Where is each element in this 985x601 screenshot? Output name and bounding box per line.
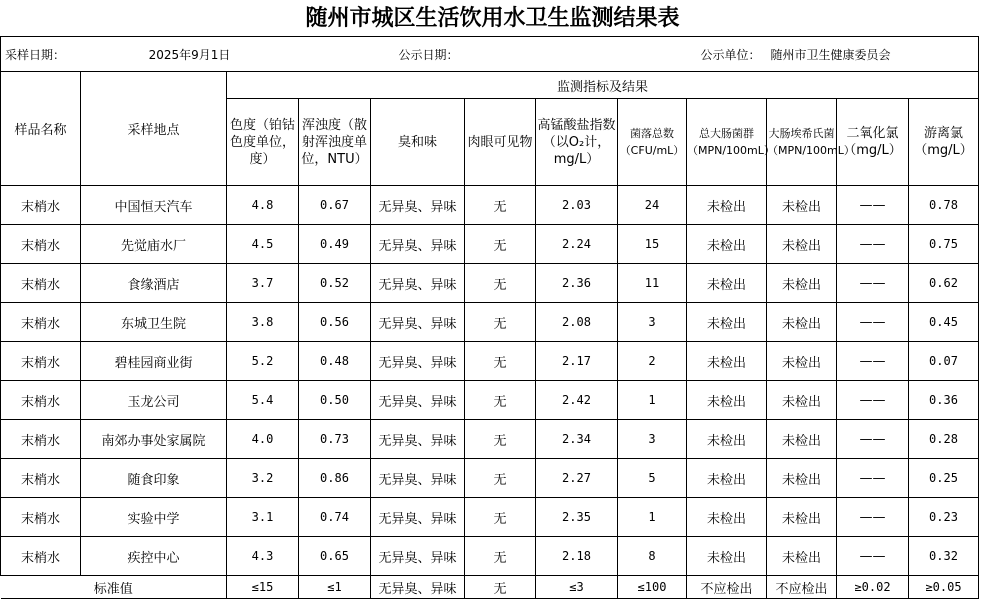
standard-ecoli: 不应检出 [767,576,837,599]
odor-cell: 无异臭、异味 [371,186,465,225]
colony-cell: 11 [618,264,687,303]
colony-cell: 2 [618,342,687,381]
standard-clo2: ≥0.02 [837,576,909,599]
table-row [1,537,979,576]
colony-cell: 15 [618,225,687,264]
color-cell: 5.2 [227,342,299,381]
sample-name-cell: 末梢水 [1,498,81,537]
clo2-cell: —— [837,225,909,264]
ecoli-cell: 未检出 [767,537,837,576]
cod-cell: 2.35 [536,498,618,537]
table-row [1,498,979,537]
odor-cell: 无异臭、异味 [371,342,465,381]
odor-cell: 无异臭、异味 [371,459,465,498]
clo2-cell: —— [837,537,909,576]
location-cell: 食缘酒店 [81,264,227,303]
coliform-cell: 未检出 [687,264,767,303]
ecoli-cell: 未检出 [767,420,837,459]
visible-cell: 无 [465,303,536,342]
visible-cell: 无 [465,420,536,459]
cod-cell: 2.03 [536,186,618,225]
results-table [0,36,979,599]
header-visible: 肉眼可见物 [465,99,536,186]
turbidity-cell: 0.56 [299,303,371,342]
coliform-cell: 未检出 [687,537,767,576]
visible-cell: 无 [465,342,536,381]
clo2-cell: —— [837,498,909,537]
header-cod: 高锰酸盐指数（以O₂计，mg/L） [536,99,618,186]
clo2-cell: —— [837,264,909,303]
colony-cell: 5 [618,459,687,498]
coliform-cell: 未检出 [687,498,767,537]
table-row [1,420,979,459]
free-chlorine-cell: 0.36 [909,381,979,420]
sample-name-cell: 末梢水 [1,225,81,264]
coliform-cell: 未检出 [687,459,767,498]
colony-cell: 1 [618,381,687,420]
turbidity-cell: 0.50 [299,381,371,420]
sample-name-cell: 末梢水 [1,420,81,459]
location-cell: 中国恒天汽车 [81,186,227,225]
table-row [1,381,979,420]
sample-name-cell: 末梢水 [1,264,81,303]
header-sample-name: 样品名称 [1,72,81,186]
free-chlorine-cell: 0.62 [909,264,979,303]
color-cell: 4.0 [227,420,299,459]
standard-odor: 无异臭、异味 [371,576,465,599]
publisher-value: 随州市卫生健康委员会 [767,37,979,72]
table-row [1,342,979,381]
odor-cell: 无异臭、异味 [371,498,465,537]
colony-cell: 3 [618,420,687,459]
standard-label: 标准值 [1,576,227,599]
odor-cell: 无异臭、异味 [371,303,465,342]
ecoli-cell: 未检出 [767,303,837,342]
turbidity-cell: 0.49 [299,225,371,264]
clo2-cell: —— [837,342,909,381]
turbidity-cell: 0.73 [299,420,371,459]
ecoli-cell: 未检出 [767,342,837,381]
standard-color: ≤15 [227,576,299,599]
free-chlorine-cell: 0.07 [909,342,979,381]
visible-cell: 无 [465,537,536,576]
free-chlorine-cell: 0.28 [909,420,979,459]
colony-cell: 1 [618,498,687,537]
standard-coliform: 不应检出 [687,576,767,599]
standard-visible: 无 [465,576,536,599]
location-cell: 先觉庙水厂 [81,225,227,264]
free-chlorine-cell: 0.45 [909,303,979,342]
visible-cell: 无 [465,225,536,264]
free-chlorine-cell: 0.23 [909,498,979,537]
ecoli-cell: 未检出 [767,459,837,498]
cod-cell: 2.17 [536,342,618,381]
turbidity-cell: 0.67 [299,186,371,225]
header-coliform: 总大肠菌群（MPN/100mL） [687,99,767,186]
header-ecoli: 大肠埃希氏菌（MPN/100mL） [767,99,837,186]
header-free-chlorine: 游离氯（mg/L） [909,99,979,186]
color-cell: 4.8 [227,186,299,225]
cod-cell: 2.24 [536,225,618,264]
odor-cell: 无异臭、异味 [371,537,465,576]
location-cell: 东城卫生院 [81,303,227,342]
location-cell: 玉龙公司 [81,381,227,420]
ecoli-cell: 未检出 [767,186,837,225]
header-colony: 菌落总数（CFU/mL） [618,99,687,186]
publish-date-value [465,37,687,72]
cod-cell: 2.18 [536,537,618,576]
location-cell: 随食印象 [81,459,227,498]
colony-cell: 8 [618,537,687,576]
standard-cod: ≤3 [536,576,618,599]
colony-cell: 24 [618,186,687,225]
sample-name-cell: 末梢水 [1,342,81,381]
header-location: 采样地点 [81,72,227,186]
cod-cell: 2.36 [536,264,618,303]
visible-cell: 无 [465,264,536,303]
colony-cell: 3 [618,303,687,342]
location-cell: 碧桂园商业街 [81,342,227,381]
ecoli-cell: 未检出 [767,498,837,537]
table-row [1,225,979,264]
location-cell: 实验中学 [81,498,227,537]
table-row [1,303,979,342]
coliform-cell: 未检出 [687,420,767,459]
standard-colony: ≤100 [618,576,687,599]
free-chlorine-cell: 0.32 [909,537,979,576]
turbidity-cell: 0.86 [299,459,371,498]
free-chlorine-cell: 0.78 [909,186,979,225]
color-cell: 4.3 [227,537,299,576]
header-color: 色度（铂钴色度单位，度） [227,99,299,186]
color-cell: 3.2 [227,459,299,498]
publisher-label: 公示单位： [687,37,767,72]
turbidity-cell: 0.74 [299,498,371,537]
visible-cell: 无 [465,186,536,225]
sampling-date-value: 2025年9月1日 [81,37,299,72]
sample-name-cell: 末梢水 [1,381,81,420]
meta-row [1,37,979,72]
group-header-row [1,72,979,99]
color-cell: 4.5 [227,225,299,264]
coliform-cell: 未检出 [687,225,767,264]
location-cell: 疾控中心 [81,537,227,576]
clo2-cell: —— [837,420,909,459]
header-clo2: 二氧化氯（mg/L） [837,99,909,186]
coliform-cell: 未检出 [687,342,767,381]
clo2-cell: —— [837,303,909,342]
visible-cell: 无 [465,459,536,498]
header-group: 监测指标及结果 [227,72,979,99]
free-chlorine-cell: 0.75 [909,225,979,264]
color-cell: 5.4 [227,381,299,420]
standard-row [1,576,979,599]
sampling-date-label: 采样日期： [1,37,81,72]
header-odor: 臭和味 [371,99,465,186]
ecoli-cell: 未检出 [767,264,837,303]
report-title: 随州市城区生活饮用水卫生监测结果表 [305,5,680,31]
clo2-cell: —— [837,186,909,225]
color-cell: 3.1 [227,498,299,537]
turbidity-cell: 0.48 [299,342,371,381]
sample-name-cell: 末梢水 [1,459,81,498]
odor-cell: 无异臭、异味 [371,381,465,420]
color-cell: 3.8 [227,303,299,342]
sample-name-cell: 末梢水 [1,186,81,225]
odor-cell: 无异臭、异味 [371,264,465,303]
coliform-cell: 未检出 [687,186,767,225]
odor-cell: 无异臭、异味 [371,420,465,459]
table-row [1,186,979,225]
standard-free-chlorine: ≥0.05 [909,576,979,599]
odor-cell: 无异臭、异味 [371,225,465,264]
clo2-cell: —— [837,459,909,498]
standard-turbidity: ≤1 [299,576,371,599]
turbidity-cell: 0.65 [299,537,371,576]
turbidity-cell: 0.52 [299,264,371,303]
free-chlorine-cell: 0.25 [909,459,979,498]
table-row [1,264,979,303]
cod-cell: 2.34 [536,420,618,459]
color-cell: 3.7 [227,264,299,303]
visible-cell: 无 [465,381,536,420]
clo2-cell: —— [837,381,909,420]
sample-name-cell: 末梢水 [1,303,81,342]
table-row [1,459,979,498]
visible-cell: 无 [465,498,536,537]
sample-name-cell: 末梢水 [1,537,81,576]
coliform-cell: 未检出 [687,381,767,420]
header-turbidity: 浑浊度（散射浑浊度单位，NTU） [299,99,371,186]
coliform-cell: 未检出 [687,303,767,342]
cod-cell: 2.08 [536,303,618,342]
cod-cell: 2.27 [536,459,618,498]
ecoli-cell: 未检出 [767,381,837,420]
location-cell: 南郊办事处家属院 [81,420,227,459]
publish-date-label: 公示日期： [371,37,465,72]
ecoli-cell: 未检出 [767,225,837,264]
cod-cell: 2.42 [536,381,618,420]
